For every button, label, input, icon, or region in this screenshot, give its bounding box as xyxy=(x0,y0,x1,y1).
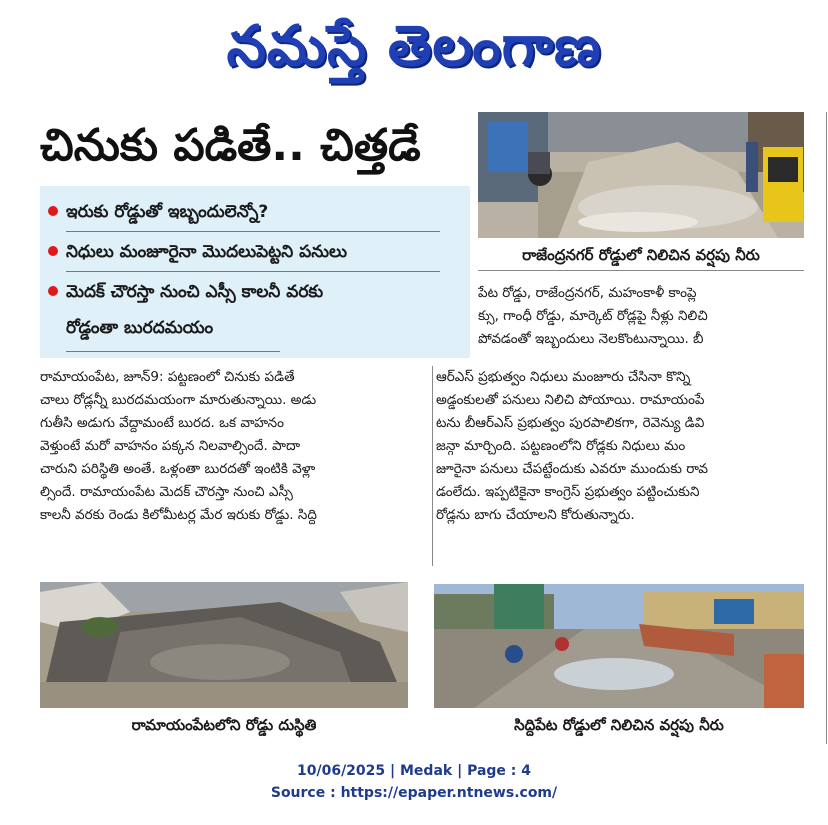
photo-rajendranagar-road xyxy=(478,112,804,238)
article-headline: చినుకు పడితే.. చిత్తడే xyxy=(40,120,421,171)
highlight-text: ఇరుకు రోడ్డుతో ఇబ్బందులెన్నో? xyxy=(66,202,269,222)
highlight-text: నిధులు మంజూరైనా మొదలుపెట్టని పనులు xyxy=(66,242,347,262)
divider xyxy=(66,351,280,352)
text-line: వెళ్తుంటే మరో వాహనం పక్కన నిలవాల్సిందే. పాదా xyxy=(40,438,300,454)
text-line: రోడ్లను బాగు చేయాలని కోరుతున్నారు. xyxy=(436,507,635,523)
text-line: జూరైనా పనులు చేపట్టేందుకు ఎవరూ ముందుకు రావ xyxy=(436,461,709,477)
text-line: పేట రోడ్డు, రాజేంద్రనగర్, మహంకాళీ కాంప్లె xyxy=(478,285,697,301)
masthead-title: నమస్తే తెలంగాణ xyxy=(226,14,602,79)
highlight-text: మెదక్ చౌరస్తా నుంచి ఎస్సీ కాలనీ వరకు xyxy=(66,282,324,302)
highlight-item xyxy=(40,192,470,232)
photo-siddipet-road xyxy=(434,584,804,708)
text-line: ఆర్ఎస్ ప్రభుత్వం నిధులు మంజూరు చేసినా కొన్ని xyxy=(436,369,691,385)
highlight-item xyxy=(40,232,470,272)
text-line: కాలనీ వరకు రెండు కిలోమీటర్ల మేర ఇరుకు రోడ్డు. సిద్ది xyxy=(40,507,317,523)
text-line: గుతీసి అడుగు వేద్దామంటే బురద. ఒక వాహనం xyxy=(40,415,284,431)
text-line: జన్గా మార్చింది. పట్టణంలోని రోడ్లకు నిధులు మం xyxy=(436,438,686,454)
highlight-text-continued: రోడ్డంతా బురదమయం xyxy=(66,318,214,338)
page-edge-rule xyxy=(826,112,827,744)
photo-ramayampet-road xyxy=(40,582,408,708)
highlight-item xyxy=(40,272,470,352)
article-text-right-bottom xyxy=(436,366,804,527)
article-text-left xyxy=(40,366,428,527)
text-line: చారుని పరిస్థితి అంతే. ఒళ్లంతా బురదతో ఇంటికి వెళ్లా xyxy=(40,461,316,477)
text-line: డంలేదు. ఇప్పటికైనా కాంగ్రెస్ ప్రభుత్వం పట్టించుకుని xyxy=(436,484,700,500)
text-line: క్సు, గాంధీ రోడ్డు, మార్కెట్ రోడ్లపై నీళ్లు నిలిచి xyxy=(478,308,708,324)
text-line: రామాయంపేట, జూన్9: పట్టణంలో చినుకు పడితే xyxy=(40,369,295,385)
photo-caption: సిద్దిపేట రోడ్డులో నిలిచిన వర్షపు నీరు xyxy=(514,716,724,734)
photo-caption: రామాయంపేటలోని రోడ్డు దుస్థితి xyxy=(131,716,317,734)
text-line: టను బీఆర్ఎస్ ప్రభుత్వం పురపాలికగా, రెవెన్యు డివి xyxy=(436,415,705,431)
newspaper-masthead xyxy=(0,4,828,90)
highlights-box xyxy=(40,186,470,358)
divider xyxy=(478,270,804,271)
text-line: చాలు రోడ్లన్నీ బురదమయంగా మారుతున్నాయి. అడు xyxy=(40,392,317,408)
photo-caption: రాజేంద్రనగర్ రోడ్డులో నిలిచిన వర్షపు నీరు xyxy=(522,246,760,264)
footer-meta: 10/06/2025 | Medak | Page : 4 xyxy=(296,763,532,779)
text-line: ల్సిందే. రామాయంపేట మెదక్ చౌరస్తా నుంచి ఎస్సీ xyxy=(40,484,293,500)
bullet-icon xyxy=(48,286,58,296)
page-footer xyxy=(0,760,828,804)
text-line: అడ్డంకులతో పనులు నిలిచి పోయాయి. రామాయంపే xyxy=(436,392,705,408)
text-line: పోవడంతో ఇబ్బందులు నెలకొంటున్నాయి. బీ xyxy=(478,331,704,347)
bullet-icon xyxy=(48,246,58,256)
article-text-right-top xyxy=(478,282,804,351)
column-divider xyxy=(432,366,433,566)
footer-source-link[interactable]: Source : https://epaper.ntnews.com/ xyxy=(270,785,558,801)
bullet-icon xyxy=(48,206,58,216)
